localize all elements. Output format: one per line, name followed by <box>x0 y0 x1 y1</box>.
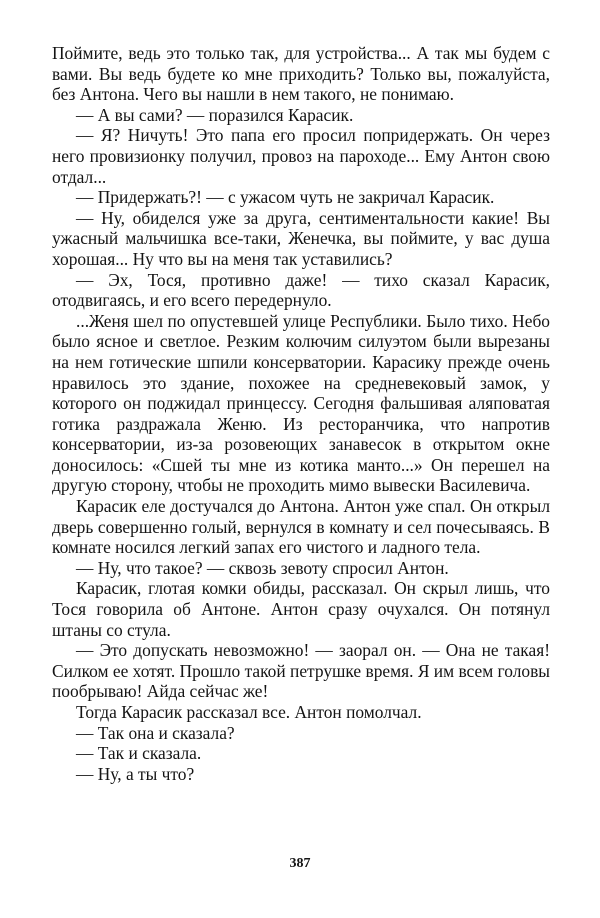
paragraph: Карасик, глотая комки обиды, рассказал. Он скрыл лишь, что Тося говорила об Антоне. Антон сразу очухался. Он потянул штаны со стула. <box>52 578 550 640</box>
paragraph: — Так она и сказала? <box>76 722 235 743</box>
paragraph: — Так и сказала. <box>76 743 202 764</box>
paragraph: — Ну, а ты что? <box>76 763 195 784</box>
paragraph: — Эх, Тося, противно даже! — тихо сказал Карасик, отодвигаясь, и его всего передернуло. <box>52 269 550 311</box>
page-number: 387 <box>289 856 311 871</box>
paragraph: — Это допускать невозможно! — заорал он. — Она не такая! Силком ее хотят. Прошло такой петрушке время. Я им всем головы пообрываю! Айда сейчас же! <box>52 640 550 702</box>
paragraph: Поймите, ведь это только так, для устройства... А так мы будем с вами. Вы ведь будете ко мне приходить? Только вы, пожалуйста, без Антона. Чего вы нашли в нем такого, не понимаю. <box>52 43 550 105</box>
page-body-text <box>52 43 550 784</box>
paragraph: — А вы сами? — поразился Карасик. <box>76 104 354 125</box>
paragraph: Карасик еле достучался до Антона. Антон уже спал. Он открыл дверь совершенно голый, вернулся в комнату и сел почесываясь. В комнате носился легкий запах его чистого и ладного тела. <box>52 496 550 558</box>
paragraph: — Ну, что такое? — сквозь зевоту спросил Антон. <box>76 557 449 578</box>
paragraph: Тогда Карасик рассказал все. Антон помолчал. <box>76 702 422 722</box>
paragraph: — Я? Ничуть! Это папа его просил попридержать. Он через него провизионку получил, провоз на пароходе... Ему Антон свою отдал... <box>52 125 550 187</box>
paragraph: ...Женя шел по опустевшей улице Республики. Было тихо. Небо было ясное и светлое. Резким колючим силуэтом были вырезаны на нем готические шпили консерватории. Карасику прежде очень нравилось это здание, похожее на средневековый замок, у которого он поджидал принцессу. Сегодня фальшивая аляповатая готика раздражала Женю. Из ресторанчика, что напротив консерватории, из-за розовеющих занавесок в открытом окне доносилось: «Сшей ты мне из котика манто...» Он перешел на другую сторону, чтобы не проходить мимо вывески Василевича. <box>52 310 550 496</box>
paragraph: — Ну, обиделся уже за друга, сентиментальности какие! Вы ужасный мальчишка все-таки, Женечка, вы поймите, у вас душа хорошая... Ну что вы на меня так уставились? <box>52 207 550 269</box>
paragraph: — Придержать?! — с ужасом чуть не закричал Карасик. <box>76 187 495 208</box>
